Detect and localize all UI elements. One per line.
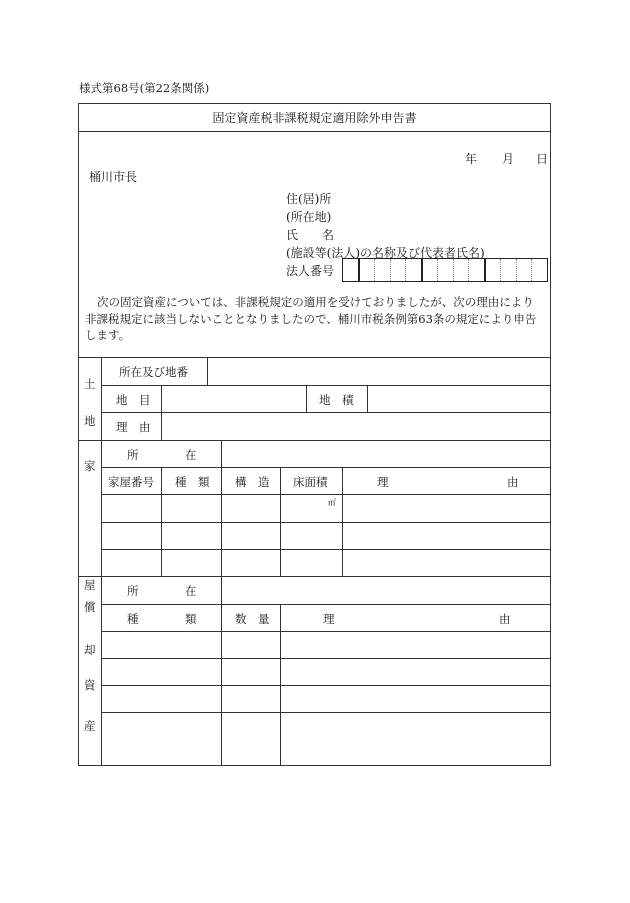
digit-box[interactable]: [516, 259, 532, 281]
depreciable-kind-header: 類: [185, 612, 197, 626]
applicant-facility-label: (施設等(法人)の名称及び代表者氏名): [286, 246, 485, 260]
declaration-statement: [85, 294, 547, 344]
house-side-label: 家: [84, 459, 96, 473]
applicant-name-label: 氏 名: [286, 228, 335, 242]
floor-area-unit: ㎡: [328, 498, 336, 507]
digit-box[interactable]: [390, 259, 406, 281]
land-side-label: 土: [84, 377, 96, 391]
land-reason-label: 理 由: [116, 420, 151, 434]
date-year-label: 年: [465, 152, 478, 166]
digit-box[interactable]: [500, 259, 516, 281]
digit-box[interactable]: [531, 259, 547, 281]
house-location-field[interactable]: [222, 441, 549, 467]
statement-line: 次の固定資産については、非課税規定の適用を受けておりましたが、次の理由により: [97, 295, 534, 309]
land-category-field[interactable]: [162, 386, 305, 412]
house-structure-header: 構 造: [235, 475, 270, 489]
house-side-label: 屋: [84, 578, 96, 592]
digit-box[interactable]: [405, 259, 421, 281]
digit-box[interactable]: [374, 259, 390, 281]
depreciable-reason-header: 由: [499, 612, 511, 626]
house-number-header: 家屋番号: [108, 475, 154, 489]
corporate-number-label: 法人番号: [286, 264, 335, 278]
statement-line: 非課税規定に該当しないこととなりましたので、桶川市税条例第63条の規定により申告: [85, 311, 537, 326]
depreciable-kind-header: 種: [127, 612, 139, 626]
land-location-field[interactable]: [208, 358, 549, 384]
house-location-label: 所: [127, 448, 139, 462]
land-side-label: 地: [84, 414, 96, 428]
digit-box[interactable]: [437, 259, 453, 281]
date-day-label: 日: [536, 152, 549, 166]
house-kind-header: 種 類: [175, 475, 210, 489]
applicant-address-label: 住(居)所: [286, 192, 332, 206]
depreciable-location-label: 在: [185, 584, 197, 598]
depreciable-reason-header: 理: [323, 612, 335, 626]
depreciable-location-field[interactable]: [222, 577, 549, 603]
depreciable-side-label: 資: [84, 678, 96, 692]
digit-box[interactable]: [484, 259, 501, 281]
digit-box[interactable]: [343, 259, 358, 281]
land-area-field[interactable]: [368, 386, 549, 412]
house-reason-header: 由: [507, 475, 519, 489]
digit-box[interactable]: [421, 259, 438, 281]
land-location-label: 所在及び地番: [119, 365, 188, 379]
digit-box[interactable]: [358, 259, 375, 281]
addressee: 桶川市長: [89, 170, 138, 184]
applicant-location-label: (所在地): [286, 210, 332, 224]
form-title: 固定資産税非課税規定適用除外申告書: [79, 104, 550, 132]
declaration-form: [78, 103, 551, 766]
statement-line: します。: [85, 328, 131, 342]
land-area-label: 地 積: [319, 393, 354, 407]
form-number: 様式第68号(第22条関係): [79, 81, 210, 95]
house-reason-header: 理: [377, 475, 389, 489]
depreciable-quantity-header: 数 量: [235, 612, 270, 626]
house-location-label: 在: [185, 448, 197, 462]
depreciable-location-label: 所: [127, 584, 139, 598]
digit-box[interactable]: [468, 259, 484, 281]
asset-table: [79, 357, 550, 766]
land-reason-field[interactable]: [162, 413, 549, 440]
date-month-label: 月: [502, 152, 515, 166]
digit-box[interactable]: [453, 259, 469, 281]
corporate-number-boxes[interactable]: [342, 258, 548, 282]
land-category-label: 地 目: [116, 393, 151, 407]
house-floor-area-header: 床面積: [293, 475, 328, 489]
depreciable-side-label: 償: [84, 600, 96, 614]
depreciable-side-label: 却: [84, 643, 96, 657]
depreciable-side-label: 産: [84, 719, 96, 733]
